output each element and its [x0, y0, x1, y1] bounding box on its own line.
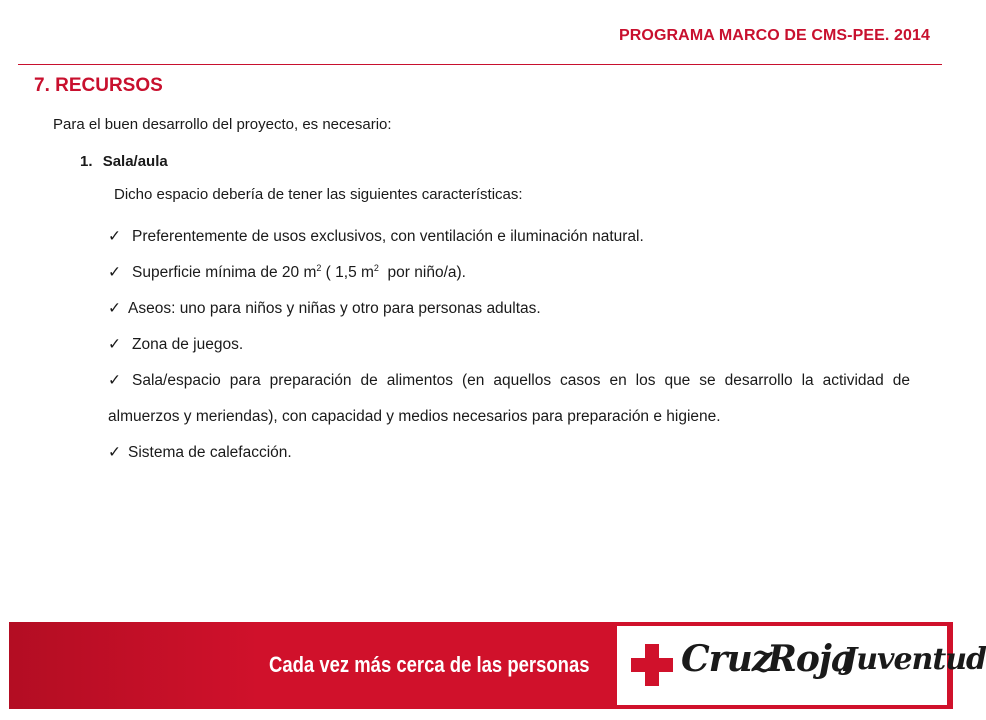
superscript: 2 — [373, 263, 379, 273]
footer-banner — [9, 622, 986, 709]
list-item-text: Sala/espacio para preparación de alimentos (en aquellos casos en los que se desarrollo la actividad de almuerzos y meriendas), con capacidad y medios necesarios para preparación e higiene. — [108, 372, 910, 425]
list-item-text: Aseos: uno para niños y niñas y otro para personas adultas. — [128, 300, 541, 317]
footer-banner-shade — [9, 622, 259, 709]
logo-word-roja: Roja — [767, 638, 854, 680]
list-item-text-part: Superficie mínima de 20 m — [132, 264, 317, 281]
cruz-roja-juventud-logo — [617, 626, 986, 705]
section-title: 7. RECURSOS — [34, 75, 163, 96]
requirements-list — [108, 219, 910, 471]
header-title: PROGRAMA MARCO DE CMS-PEE. 2014 — [619, 27, 930, 44]
list-item — [108, 363, 910, 435]
list-item — [108, 435, 910, 471]
check-mark-icon: ✓ — [108, 264, 121, 281]
superscript: 2 — [316, 263, 322, 273]
red-cross-icon — [631, 644, 673, 686]
footer-slogan: Cada vez más cerca de las personas — [269, 652, 590, 677]
subheading-number: 1. — [80, 153, 93, 170]
list-item-text-part: por niño/a). — [378, 264, 466, 281]
list-item — [108, 327, 910, 363]
list-item — [108, 219, 910, 255]
logo-word-cruz: Cruz — [681, 638, 772, 680]
description-text: Dicho espacio debería de tener las siguientes características: — [114, 186, 523, 203]
subheading-label: Sala/aula — [102, 153, 168, 170]
list-item — [108, 291, 910, 327]
intro-text: Para el buen desarrollo del proyecto, es necesario: — [53, 116, 392, 133]
check-mark-icon: ✓ — [108, 300, 121, 317]
check-mark-icon: ✓ — [108, 336, 121, 353]
subheading — [80, 153, 168, 170]
list-item-text: Preferentemente de usos exclusivos, con ventilación e iluminación natural. — [132, 228, 644, 245]
list-item-text-part: ( 1,5 m — [321, 264, 374, 281]
list-item-text: Zona de juegos. — [132, 336, 244, 353]
list-item — [108, 255, 910, 291]
header-divider — [18, 64, 942, 65]
list-item-text: Sistema de calefacción. — [128, 444, 292, 461]
check-mark-icon: ✓ — [108, 372, 121, 389]
check-mark-icon: ✓ — [108, 228, 121, 245]
check-mark-icon: ✓ — [108, 444, 121, 461]
logo-word-juventud: Juventud — [843, 642, 986, 677]
